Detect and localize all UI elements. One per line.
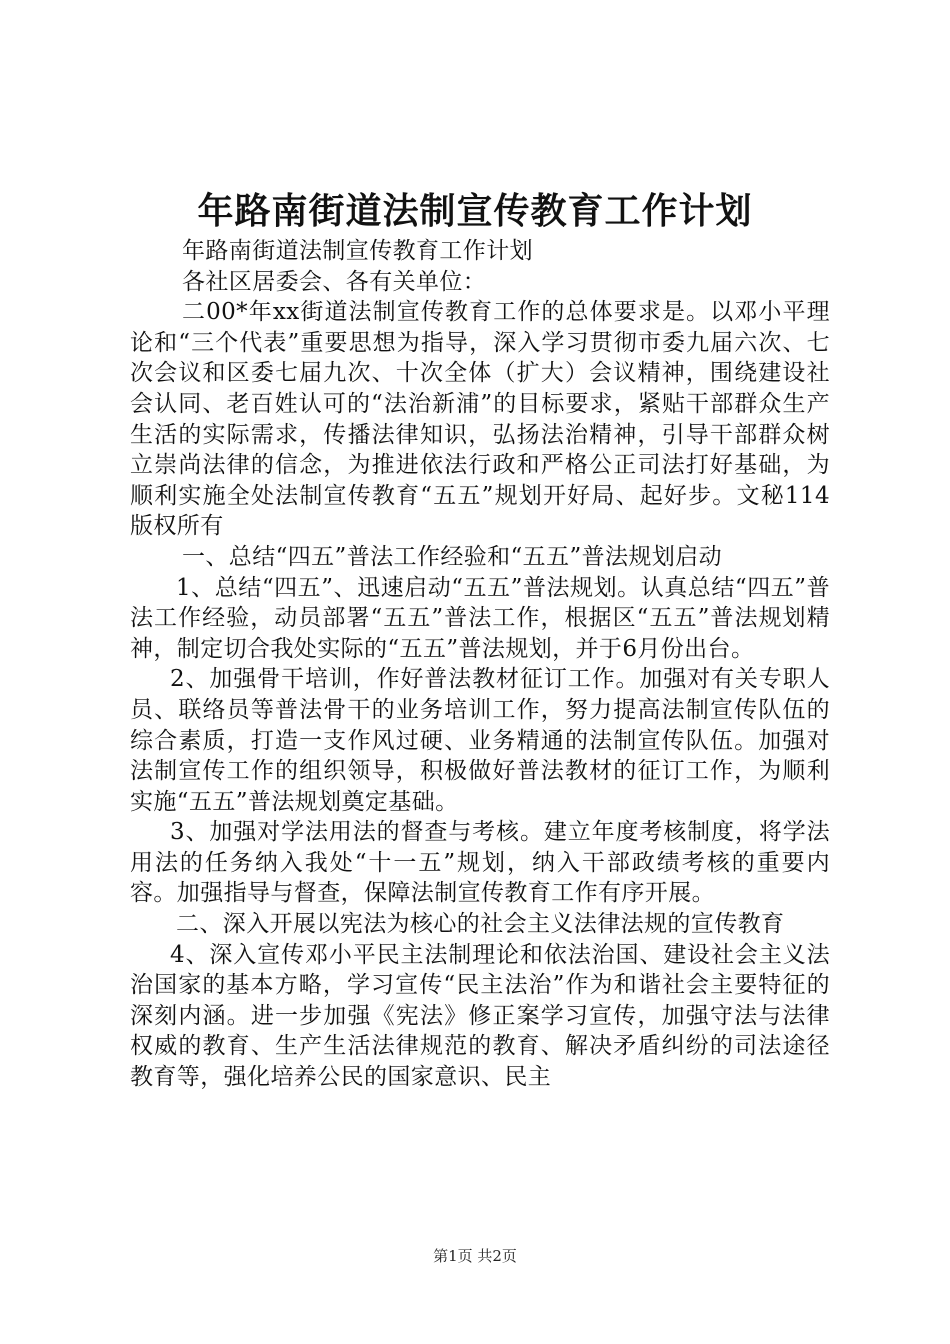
section-heading-2: 二、深入开展以宪法为核心的社会主义法律法规的宣传教育 [176, 911, 785, 938]
paragraph-item-1: 1、总结“四五”、迅速启动“五五”普法规划。认真总结“四五”普法工作经验，动员部署“五五”普法工作，根据区“五五”普法规划精神，制定切合我处实际的“五五”普法规划，并于6月份出台。 [130, 574, 830, 662]
paragraph-item-3: 3、加强对学法用法的督查与考核。建立年度考核制度，将学法用法的任务纳入我处“十一五”规划，纳入干部政绩考核的重要内容。加强指导与督查，保障法制宣传教育工作有序开展。 [130, 819, 830, 907]
paragraph-item-2: 2、加强骨干培训，作好普法教材征订工作。加强对有关专职人员、联络员等普法骨干的业务培训工作，努力提高法制宣传队伍的综合素质，打造一支作风过硬、业务精通的法制宣传队伍。加强对法制宣传工作的组织领导，积极做好普法教材的征订工作，为顺利实施“五五”普法规划奠定基础。 [130, 666, 830, 815]
paragraph-subtitle: 年路南街道法制宣传教育工作计划 [182, 238, 533, 264]
paragraph-intro: 二00*年xx街道法制宣传教育工作的总体要求是。以邓小平理论和“三个代表”重要思想为指导，深入学习贯彻市委九届六次、七次会议和区委七届九次、十次全体（扩大）会议精神，围绕建设社会认同、老百姓认可的“法治新浦”的目标要求，紧贴干部群众生产生活的实际需求，传播法律知识，弘扬法治精神，引导干部群众树立崇尚法律的信念，为推进依法行政和严格公正司法打好基础，为顺利实施全处法制宣传教育“五五”规划开好局、起好步。文秘114版权所有 [130, 299, 830, 540]
page-footer: 第1页 共2页 [433, 1247, 517, 1265]
document-body [130, 236, 830, 1093]
document-title: 年路南街道法制宣传教育工作计划 [197, 190, 753, 232]
section-heading-1: 一、总结“四五”普法工作经验和“五五”普法规划启动 [182, 543, 723, 570]
paragraph-salutation: 各社区居委会、各有关单位： [182, 268, 487, 295]
paragraph-item-4: 4、深入宣传邓小平民主法制理论和依法治国、建设社会主义法治国家的基本方略，学习宣传“民主法治”作为和谐社会主要特征的深刻内涵。进一步加强《宪法》修正案学习宣传，加强守法与法律权威的教育、生产生活法律规范的教育、解决矛盾纠纷的司法途径教育等，强化培养公民的国家意识、民主 [130, 941, 830, 1091]
